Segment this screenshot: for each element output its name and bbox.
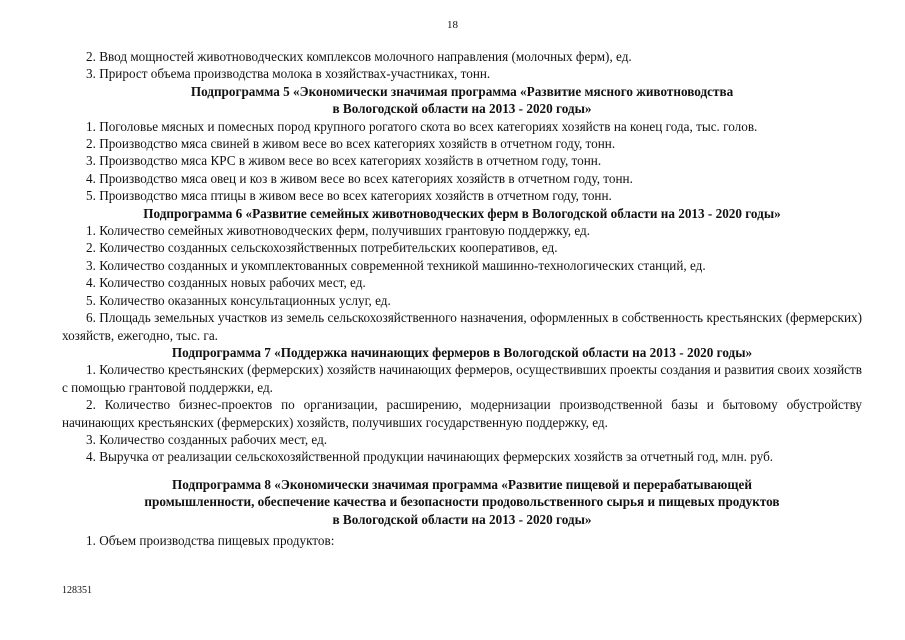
- paragraph: 1. Объем производства пищевых продуктов:: [86, 532, 335, 548]
- page-number: 18: [447, 19, 458, 31]
- paragraph: 5. Количество оказанных консультационных услуг, ед.: [86, 292, 391, 308]
- paragraph: 2. Количество бизнес-проектов по организации, расширению, модернизации производственной базы и бытовому обустройству начинающих крестьянских (фермерских) хозяйств, получивших государственную поддержку, ед.: [62, 397, 862, 430]
- subprogram-heading: [62, 476, 862, 528]
- heading-line: Подпрограмма 8 «Экономически значимая программа «Развитие пищевой и перерабатывающей: [172, 476, 752, 492]
- paragraph: 1. Поголовье мясных и помесных пород крупного рогатого скота во всех категориях хозяйств на конец года, тыс. голов.: [86, 118, 758, 134]
- heading-line: в Вологодской области на 2013 - 2020 годы»: [332, 101, 592, 117]
- paragraph: 3. Количество созданных и укомплектованных современной техникой машинно-технологических станций, ед.: [86, 257, 706, 273]
- footer-code: 128351: [62, 585, 92, 596]
- paragraph: 2. Ввод мощностей животноводческих комплексов молочного направления (молочных ферм), ед.: [86, 49, 632, 64]
- paragraph: 3. Производство мяса КРС в живом весе во всех категориях хозяйств в отчетном году, тонн.: [86, 153, 602, 169]
- paragraph: 5. Производство мяса птицы в живом весе во всех категориях хозяйств в отчетном году, тонн.: [86, 188, 612, 204]
- subprogram-heading: [62, 205, 862, 222]
- paragraph: 1. Количество семейных животноводческих ферм, получивших грантовую поддержку, ед.: [86, 223, 591, 239]
- paragraph: 4. Количество созданных новых рабочих мест, ед.: [86, 275, 366, 291]
- heading-line: Подпрограмма 7 «Поддержка начинающих фермеров в Вологодской области на 2013 - 2020 годы»: [171, 344, 753, 360]
- heading-line: в Вологодской области на 2013 - 2020 годы»: [332, 511, 592, 527]
- paragraph: 1. Количество крестьянских (фермерских) хозяйств начинающих фермеров, осуществивших проекты создания и развития своих хозяйств с помощью грантовой поддержки, ед.: [62, 362, 862, 395]
- heading-line: Подпрограмма 5 «Экономически значимая программа «Развитие мясного животноводства: [190, 83, 734, 99]
- heading-line: Подпрограмма 6 «Развитие семейных животноводческих ферм в Вологодской области на 2013 - 2020 годы»: [143, 205, 781, 221]
- paragraph: 3. Количество созданных рабочих мест, ед.: [86, 431, 328, 447]
- paragraph: 3. Прирост объема производства молока в хозяйствах-участниках, тонн.: [86, 66, 491, 82]
- document-body: [62, 48, 862, 549]
- paragraph: 2. Производство мяса свиней в живом весе во всех категориях хозяйств в отчетном году, тонн.: [86, 136, 616, 152]
- paragraph: 2. Количество созданных сельскохозяйственных потребительских кооперативов, ед.: [86, 240, 558, 256]
- heading-line: промышленности, обеспечение качества и безопасности продовольственного сырья и пищевых продуктов: [144, 494, 780, 510]
- paragraph: 4. Производство мяса овец и коз в живом весе во всех категориях хозяйств в отчетном году, тонн.: [86, 170, 633, 186]
- subprogram-heading: [62, 344, 862, 361]
- paragraph: 6. Площадь земельных участков из земель сельскохозяйственного назначения, оформленных в собственность крестьянских (фермерских) хозяйств, ежегодно, тыс. га.: [62, 310, 862, 343]
- paragraph: 4. Выручка от реализации сельскохозяйственной продукции начинающих фермерских хозяйств за отчетный год, млн. руб.: [86, 449, 774, 465]
- subprogram-heading: [62, 83, 862, 118]
